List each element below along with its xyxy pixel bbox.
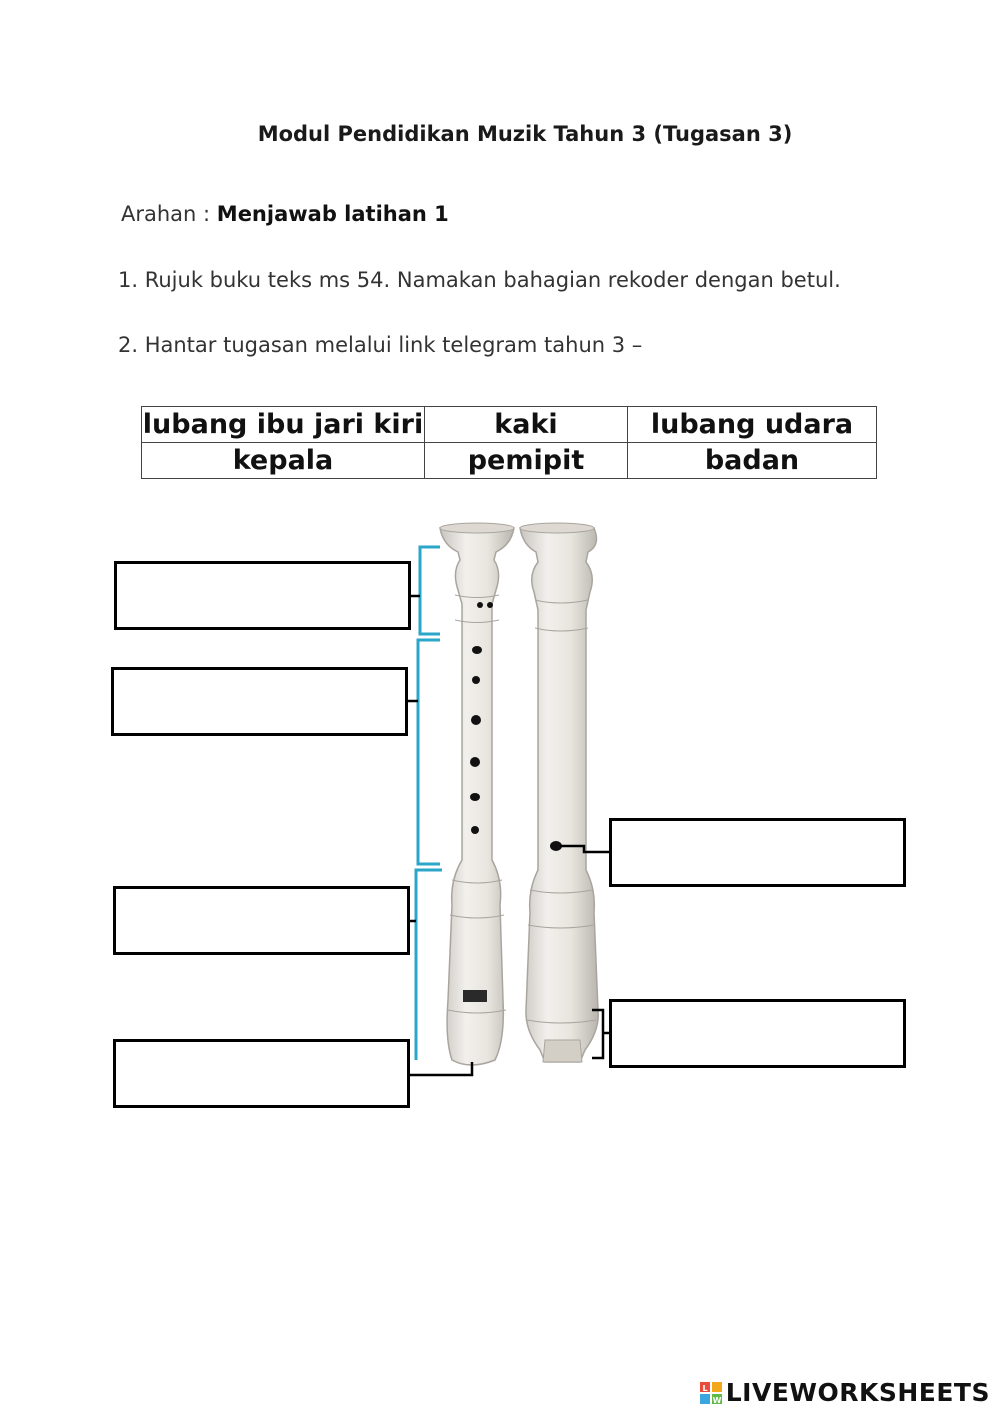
liveworksheets-logo	[700, 1378, 990, 1407]
recorder-window	[463, 990, 487, 1002]
recorder-hole	[471, 715, 481, 725]
question-2: 2. Hantar tugasan melalui link telegram tahun 3 –	[118, 333, 643, 357]
question-1: 1. Rujuk buku teks ms 54. Namakan bahagian rekoder dengan betul.	[118, 268, 841, 292]
blue-brackets	[416, 547, 442, 1060]
icon-letter: L	[702, 1383, 708, 1393]
answer-box-6[interactable]	[609, 999, 906, 1068]
recorder-back	[520, 523, 598, 1062]
word-bank-cell: kepala	[142, 443, 425, 479]
recorder-hole	[487, 602, 493, 608]
recorder-hole	[472, 676, 480, 684]
brand-name: LIVEWORKSHEETS	[725, 1378, 990, 1407]
word-bank-cell: pemipit	[425, 443, 628, 479]
recorder-hole	[472, 646, 482, 654]
recorder-hole	[470, 757, 480, 767]
recorder-hole	[470, 793, 480, 801]
word-bank-cell: lubang ibu jari kiri	[142, 407, 425, 443]
answer-box-5[interactable]	[609, 818, 906, 887]
answer-box-1[interactable]	[114, 561, 411, 630]
liveworksheets-icon	[700, 1382, 722, 1404]
recorder-front	[440, 523, 514, 1065]
word-bank-cell: lubang udara	[628, 407, 877, 443]
recorder-hole	[471, 826, 479, 834]
answer-box-2[interactable]	[111, 667, 408, 736]
instruction-label: Arahan :	[121, 202, 217, 226]
recorder-hole	[477, 602, 483, 608]
icon-letter: W	[712, 1395, 722, 1404]
answer-box-4[interactable]	[113, 1039, 410, 1108]
word-bank-cell: kaki	[425, 407, 628, 443]
worksheet-title: Modul Pendidikan Muzik Tahun 3 (Tugasan 3)	[257, 122, 793, 146]
instruction-value: Menjawab latihan 1	[216, 202, 449, 226]
answer-box-3[interactable]	[113, 886, 410, 955]
word-bank-cell: badan	[628, 443, 877, 479]
